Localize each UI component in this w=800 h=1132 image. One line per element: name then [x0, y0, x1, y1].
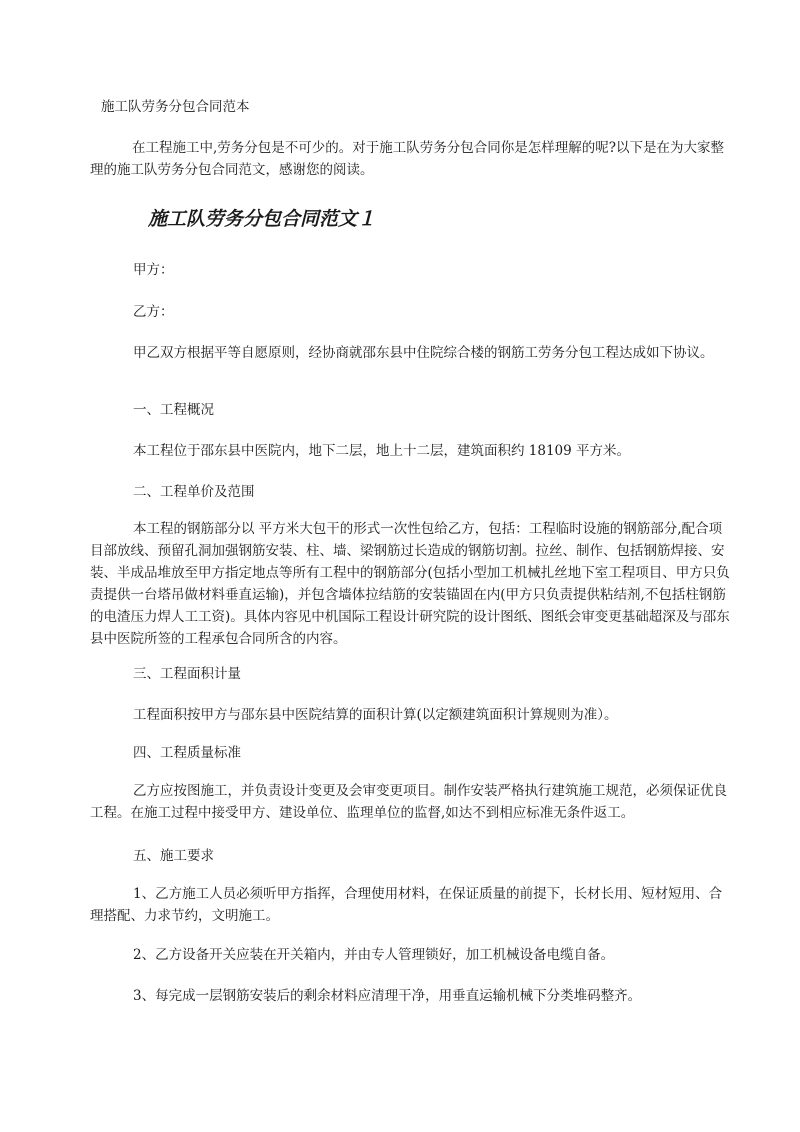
intro-paragraph: 在工程施工中,劳务分包是不可少的。对于施工队劳务分包合同你是怎样理解的呢?以下是在为大家整理的施工队劳务分包合同范文，感谢您的阅读。: [90, 140, 725, 178]
agreement-paragraph: 甲乙双方根据平等自愿原则，经协商就邵东县中住院综合楼的钢筋工劳务分包工程达成如下协议。: [133, 345, 714, 361]
party-a-label: 甲方：: [133, 262, 174, 278]
section-2-title: 二、工程单价及范围: [133, 484, 255, 500]
section-3-title: 三、工程面积计量: [133, 666, 241, 682]
section-3-text: 工程面积按甲方与邵东县中医院结算的面积计算(以定额建筑面积计算规则为准）。: [133, 707, 618, 723]
section-1-title: 一、工程概况: [133, 402, 214, 418]
section-2-text: 本工程的钢筋部分以 平方米大包干的形式一次性包给乙方，包括：工程临时设施的钢筋部分,配合项目部放线、预留孔洞加强钢筋安装、柱、墙、梁钢筋过长造成的钢筋切割。拉丝、制作、包括钢筋焊接、安装、半成品堆放至甲方指定地点等所有工程中的钢筋部分(包括小型加工机械扎丝地下室工程项目、甲方只负责提供一台塔吊做材料垂直运输)，并包含墙体拉结筋的安装锚固在内(甲方只负责提供粘结剂,不包括柱钢筋的电渣压力焊人工工资)。具体内容见中机国际工程设计研究院的设计图纸、图纸会审变更基础超深及与邵东县中医院所签的工程承包合同所含的内容。: [90, 521, 730, 647]
section-heading: 施工队劳务分包合同范文１: [148, 208, 377, 230]
section-5-item-2: 2、乙方设备开关应装在开关箱内，并由专人管理锁好，加工机械设备电缆自备。: [133, 947, 615, 963]
section-1-text: 本工程位于邵东县中医院内，地下二层，地上十二层，建筑面积约 18109 平方米。: [133, 443, 631, 459]
section-5-title: 五、施工要求: [133, 848, 214, 864]
section-5-item-3: 3、每完成一层钢筋安装后的剩余材料应清理干净，用垂直运输机械下分类堆码整齐。: [133, 988, 642, 1004]
document-title: 施工队劳务分包合同范本: [101, 99, 250, 115]
section-5-item-1: 1、乙方施工人员必须听甲方指挥，合理使用材料，在保证质量的前提下，长材长用、短材短用、合理搭配、力求节约，文明施工。: [90, 886, 723, 924]
party-b-label: 乙方：: [133, 304, 174, 320]
section-4-text: 乙方应按图施工，并负责设计变更及会审变更项目。制作安装严格执行建筑施工规范，必须保证优良工程。在施工过程中接受甲方、建设单位、监理单位的监督,如达不到相应标准无条件返工。: [90, 783, 727, 821]
section-4-title: 四、工程质量标准: [133, 745, 241, 761]
